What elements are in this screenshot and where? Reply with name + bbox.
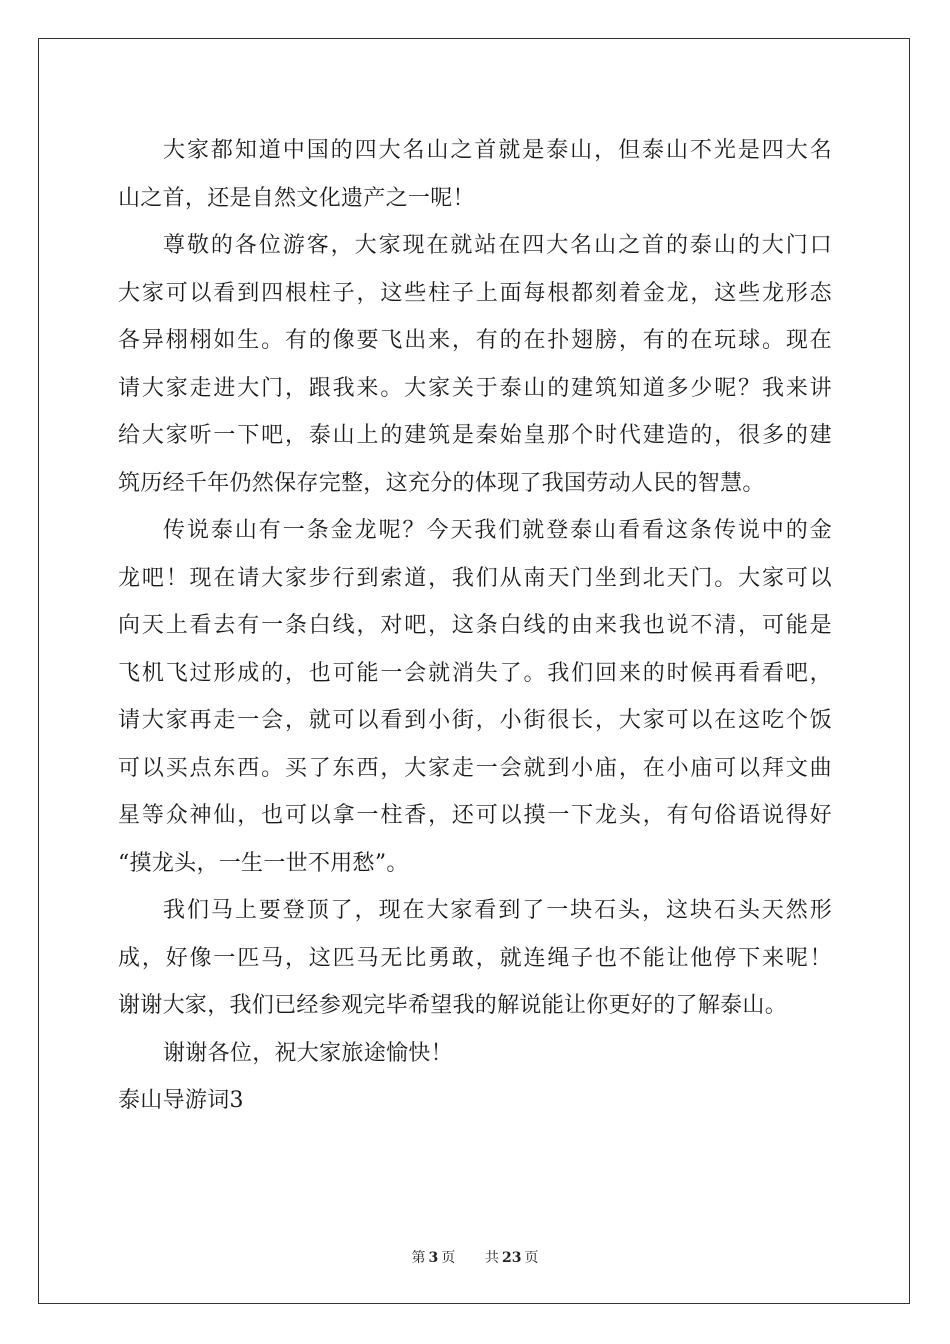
- paragraph-4-line-3: 谢谢大家，我们已经参观完毕希望我的解说能让你更好的了解泰山。: [118, 993, 788, 1018]
- paragraph-3-line-7: 星等众神仙，也可以拿一柱香，还可以摸一下龙头，有句俗语说得好: [118, 803, 832, 828]
- paragraph-3-line-8: “摸龙头，一生一世不用愁”。: [118, 850, 409, 876]
- page-number: 3: [428, 1250, 439, 1266]
- paragraph-1-line-2: 山之首，还是自然文化遗产之一呢！: [118, 185, 475, 211]
- paragraph-2-line-4: 请大家走进大门，跟我来。大家关于泰山的建筑知道多少呢？我来讲: [118, 375, 832, 401]
- paragraph-2-line-1: 尊敬的各位游客，大家现在就站在四大名山之首的泰山的大门口: [163, 233, 832, 258]
- paragraph-2-line-2: 大家可以看到四根柱子，这些柱子上面每根都刻着金龙，这些龙形态: [118, 280, 832, 306]
- paragraph-2-line-5: 给大家听一下吧，泰山上的建筑是秦始皇那个时代建造的，很多的建: [118, 423, 832, 448]
- page-prefix: 第: [411, 1250, 426, 1266]
- total-suffix: 页: [524, 1250, 539, 1266]
- total-pages: 23: [502, 1250, 522, 1266]
- total-prefix: 共: [485, 1250, 500, 1266]
- paragraph-3-line-4: 飞机飞过形成的，也可能一会就消失了。我们回来的时候再看看吧，: [118, 660, 832, 686]
- paragraph-5-line-1: 谢谢各位，祝大家旅途愉快！: [163, 1040, 453, 1066]
- page-suffix: 页: [441, 1250, 456, 1266]
- paragraph-3-line-1: 传说泰山有一条金龙呢？今天我们就登泰山看看这条传说中的金: [163, 518, 832, 543]
- page-indicator: [408, 1250, 458, 1266]
- document-body: [118, 127, 832, 1125]
- page-footer: [0, 1247, 950, 1267]
- paragraph-2-line-6: 筑历经千年仍然保存完整，这充分的体现了我国劳动人民的智慧。: [118, 470, 765, 496]
- paragraph-3-line-5: 请大家再走一会，就可以看到小街，小街很长，大家可以在这吃个饭: [118, 708, 832, 733]
- paragraph-3-line-2: 龙吧！现在请大家步行到索道，我们从南天门坐到北天门。大家可以: [118, 565, 832, 591]
- total-indicator: [482, 1250, 541, 1266]
- section-heading: 泰山导游词3: [118, 1088, 244, 1113]
- paragraph-2-line-3: 各异栩栩如生。有的像要飞出来，有的在扑翅膀，有的在玩球。现在: [118, 328, 832, 353]
- paragraph-1-line-1: 大家都知道中国的四大名山之首就是泰山，但泰山不光是四大名: [163, 138, 832, 163]
- paragraph-4-line-2: 成，好像一匹马，这匹马无比勇敢，就连绳子也不能让他停下来呢！: [118, 945, 832, 971]
- paragraph-3-line-6: 可以买点东西。买了东西，大家走一会就到小庙，在小庙可以拜文曲: [118, 755, 832, 781]
- paragraph-4-line-1: 我们马上要登顶了，现在大家看到了一块石头，这块石头天然形: [163, 898, 832, 923]
- paragraph-3-line-3: 向天上看去有一条白线，对吧，这条白线的由来我也说不清，可能是: [118, 613, 832, 638]
